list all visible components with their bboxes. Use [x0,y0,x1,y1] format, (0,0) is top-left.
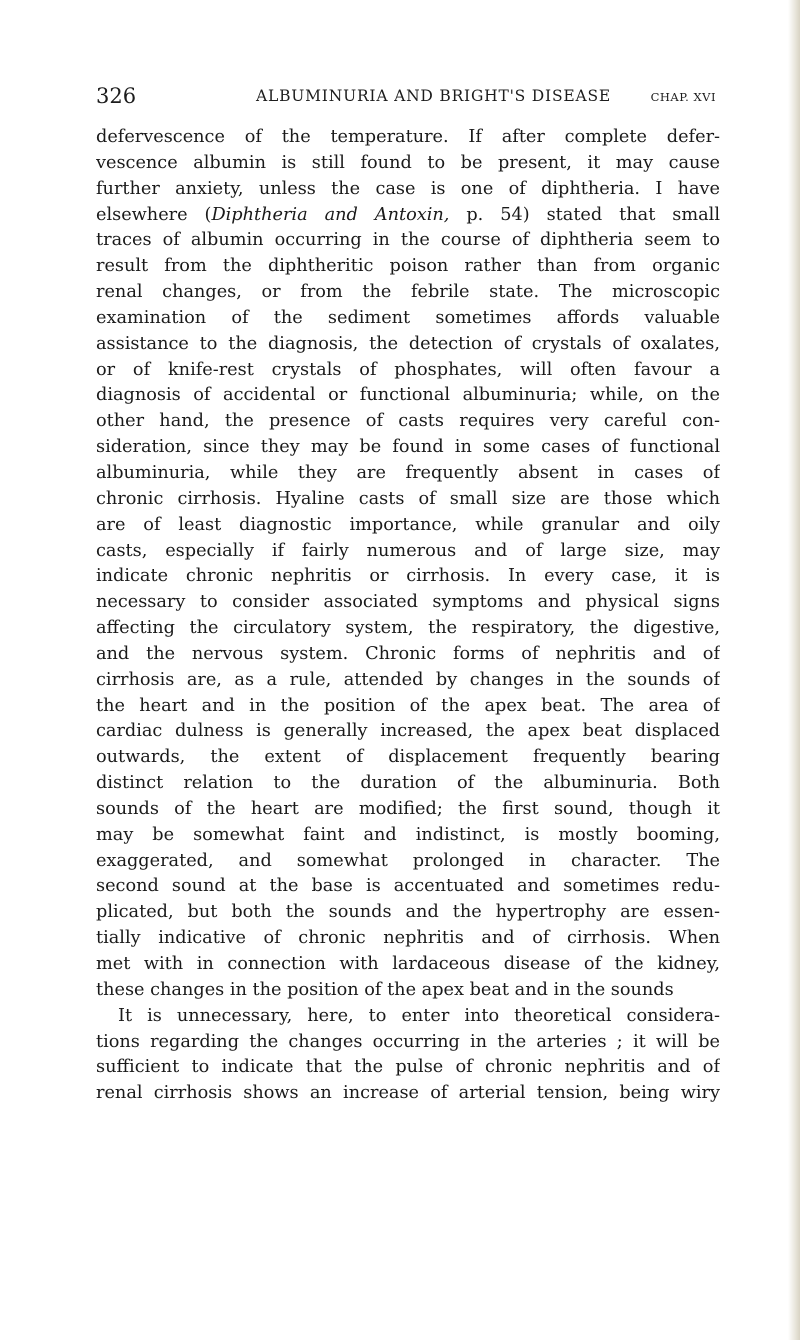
running-head [96,84,716,114]
text-line: renal cirrhosis shows an increase of arterial tension, being wiry [96,1083,720,1104]
page-number: 326 [96,84,137,108]
text-segment: elsewhere ( [96,204,212,225]
text-line: sideration, since they may be found in some cases of functional [96,437,720,458]
text-line: diagnosis of accidental or functional albuminuria; while, on the [96,385,720,406]
text-line: casts, especially if fairly numerous and of large size, may [96,540,720,561]
text-line: further anxiety, unless the case is one of diphtheria. I have [96,178,720,199]
text-line: cirrhosis are, as a rule, attended by changes in the sounds of [96,669,720,690]
cited-work-title: Diphtheria and Antoxin, [211,204,450,225]
text-line: chronic cirrhosis. Hyaline casts of small size are those which [96,488,720,509]
text-line: vescence albumin is still found to be present, it may cause [96,152,720,173]
page-edge-shadow [788,0,800,1340]
text-line: tially indicative of chronic nephritis and of cirrhosis. When [96,928,720,949]
text-line-paragraph-start: It is unnecessary, here, to enter into theoretical considera- [118,1005,720,1026]
text-line: or of knife-rest crystals of phosphates, will often favour a [96,359,720,380]
running-title: ALBUMINURIA AND BRIGHT'S DISEASE [256,87,612,105]
text-line: the heart and in the position of the apex beat. The area of [96,695,720,716]
text-line: distinct relation to the duration of the albuminuria. Both [96,773,720,794]
text-line: albuminuria, while they are frequently absent in cases of [96,462,720,483]
text-line: sounds of the heart are modified; the first sound, though it [96,798,720,819]
text-line: examination of the sediment sometimes affords valuable [96,307,720,328]
text-line: and the nervous system. Chronic forms of nephritis and of [96,643,720,664]
text-line: outwards, the extent of displacement frequently bearing [96,747,720,768]
text-line: are of least diagnostic importance, while granular and oily [96,514,720,535]
text-line: defervescence of the temperature. If after complete defer- [96,127,720,147]
text-segment: p. 54) stated that small [449,204,720,225]
text-line: plicated, but both the sounds and the hypertrophy are essen- [96,902,720,923]
text-line: other hand, the presence of casts requires very careful con- [96,411,720,432]
text-line: traces of albumin occurring in the course of diphtheria seem to [96,230,720,251]
text-line: may be somewhat faint and indistinct, is mostly booming, [96,824,720,845]
text-line: cardiac dulness is generally increased, the apex beat displaced [96,721,720,742]
chapter-label: CHAP. XVI [650,90,716,104]
text-line: met with in connection with lardaceous disease of the kidney, [96,954,720,974]
text-line-paragraph-end: these changes in the position of the apex beat and in the sounds [96,979,674,1000]
body-text [96,125,720,1107]
text-line: second sound at the base is accentuated and sometimes redu- [96,876,720,897]
text-line: affecting the circulatory system, the respiratory, the digestive, [96,618,720,639]
text-line: sufficient to indicate that the pulse of chronic nephritis and of [96,1057,720,1078]
text-line: result from the diphtheritic poison rather than from organic [96,256,720,277]
text-line: exaggerated, and somewhat prolonged in character. The [96,850,720,871]
text-line: assistance to the diagnosis, the detection of crystals of oxalates, [96,333,720,354]
text-line: indicate chronic nephritis or cirrhosis. In every case, it is [96,566,720,587]
text-line: tions regarding the changes occurring in the arteries ; it will be [96,1031,720,1052]
text-line-with-citation [96,203,720,229]
text-line: renal changes, or from the febrile state. The microscopic [96,282,720,303]
text-line: necessary to consider associated symptoms and physical signs [96,592,720,613]
